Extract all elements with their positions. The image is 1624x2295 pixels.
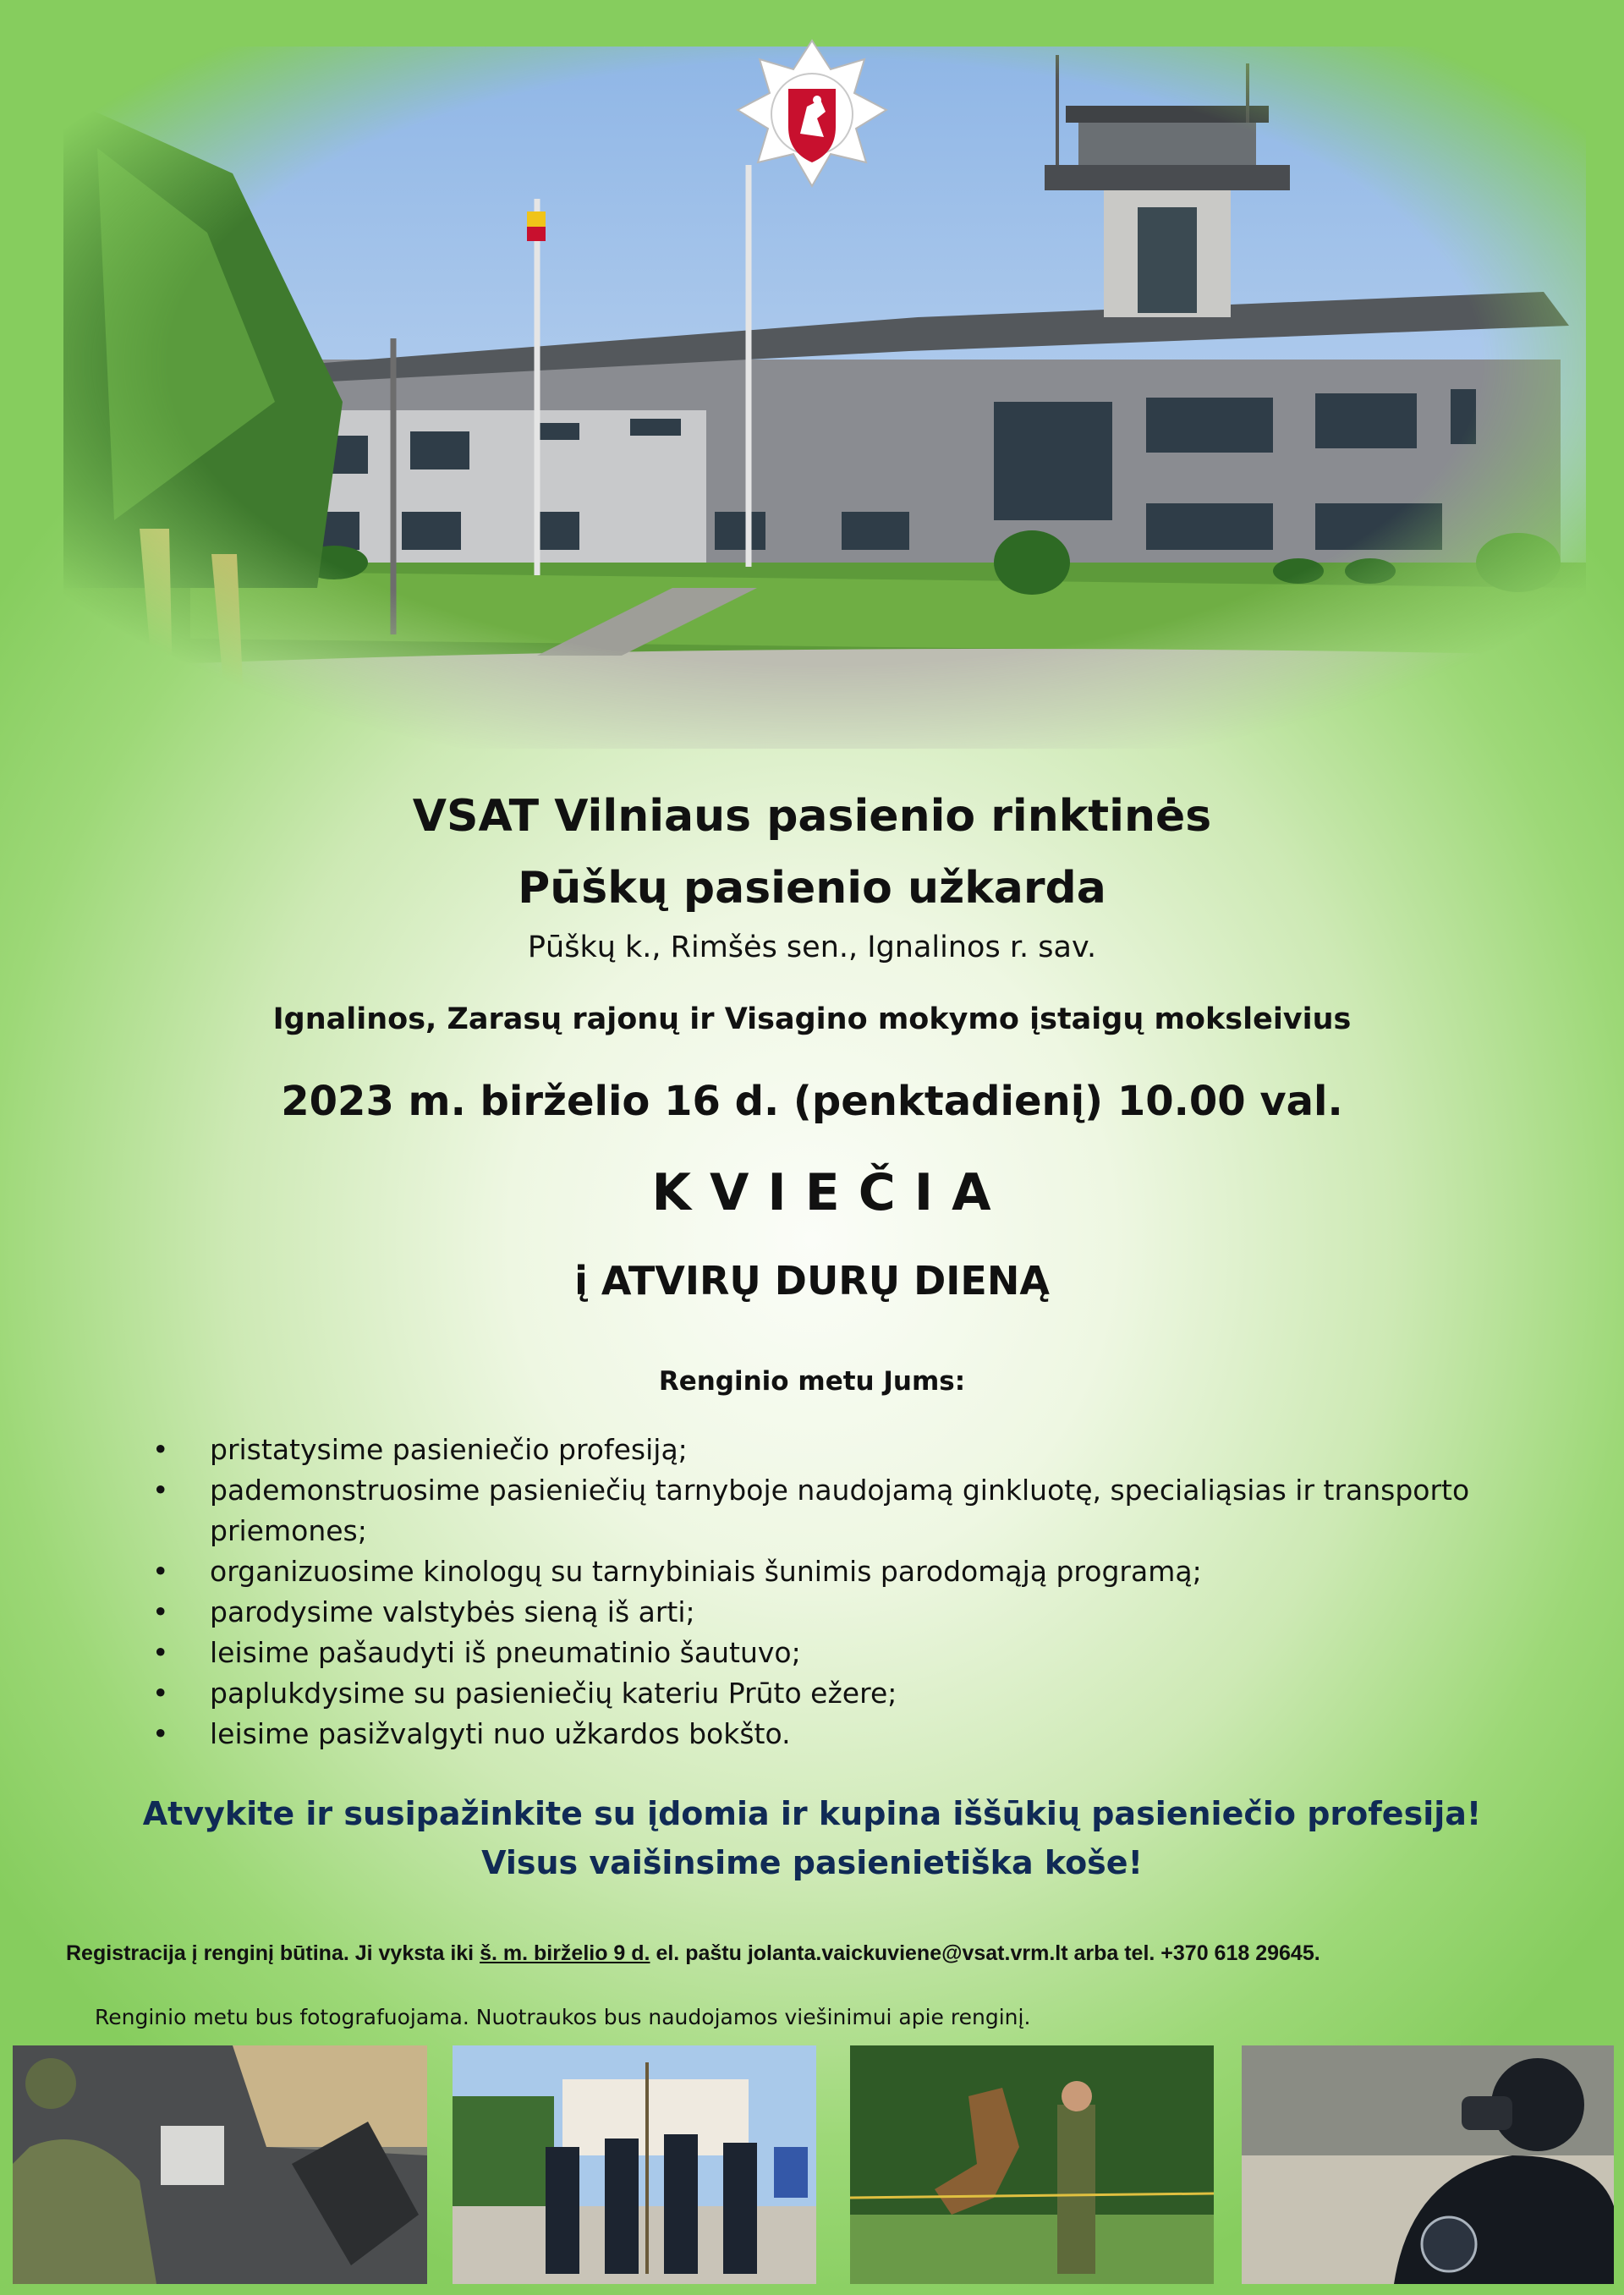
photo-officers-with-flag	[453, 2045, 816, 2284]
registration-deadline: š. m. birželio 9 d.	[480, 1941, 650, 1965]
closing-treat: Visus vaišinsime pasienietiška koše!	[481, 1844, 1143, 1881]
activities-intro: Renginio metu Jums:	[658, 1366, 966, 1397]
list-item: • organizuosime kinologų su tarnybiniais šunimis parodomąją programą;	[152, 1551, 1489, 1592]
event-name: į ATVIRŲ DURŲ DIENĄ	[574, 1258, 1050, 1304]
photo-note: Renginio metu bus fotografuojama. Nuotraukos bus naudojamos viešinimui apie renginį.	[95, 2005, 1031, 2029]
address: Pūškų k., Rimšės sen., Ignalinos r. sav.	[527, 931, 1097, 964]
registration-contact: el. paštu jolanta.vaickuviene@vsat.vrm.lt arba tel. +370 618 29645.	[650, 1941, 1320, 1965]
list-item: • paplukdysime su pasieniečių kateriu Prūto ežere;	[152, 1673, 1489, 1714]
list-item: • leisime pasižvalgyti nuo užkardos bokšto.	[152, 1714, 1489, 1754]
lithuanian-coat-of-arms-star-emblem-icon	[734, 34, 890, 203]
photo-dog-handler-demo	[850, 2045, 1214, 2284]
organization-name: VSAT Vilniaus pasienio rinktinės	[412, 791, 1212, 842]
invite-heading: KVIEČIA	[651, 1163, 1010, 1222]
border-post-name: Pūškų pasienio užkarda	[518, 863, 1106, 914]
closing-invitation: Atvykite ir susipažinkite su įdomia ir kupina iššūkių pasieniečio profesija!	[142, 1795, 1482, 1832]
photo-officer-with-binoculars	[1242, 2045, 1614, 2284]
audience-line: Ignalinos, Zarasų rajonų ir Visagino mokymo įstaigų moksleivius	[272, 1002, 1352, 1036]
photo-officer-in-car	[13, 2045, 427, 2284]
list-item: • leisime pašaudyti iš pneumatinio šautuvo;	[152, 1633, 1489, 1673]
registration-note	[66, 1941, 1572, 1966]
list-item: • pristatysime pasieniečio profesiją;	[152, 1430, 1489, 1470]
registration-prefix: Registracija į renginį būtina. Ji vyksta iki	[66, 1941, 480, 1965]
activities-list	[152, 1430, 1489, 1754]
event-datetime: 2023 m. birželio 16 d. (penktadienį) 10.00 val.	[281, 1078, 1343, 1125]
list-item: • pademonstruosime pasieniečių tarnyboje naudojamą ginkluotę, specialiąsias ir transporto priemones;	[152, 1470, 1489, 1551]
list-item: • parodysime valstybės sieną iš arti;	[152, 1592, 1489, 1633]
